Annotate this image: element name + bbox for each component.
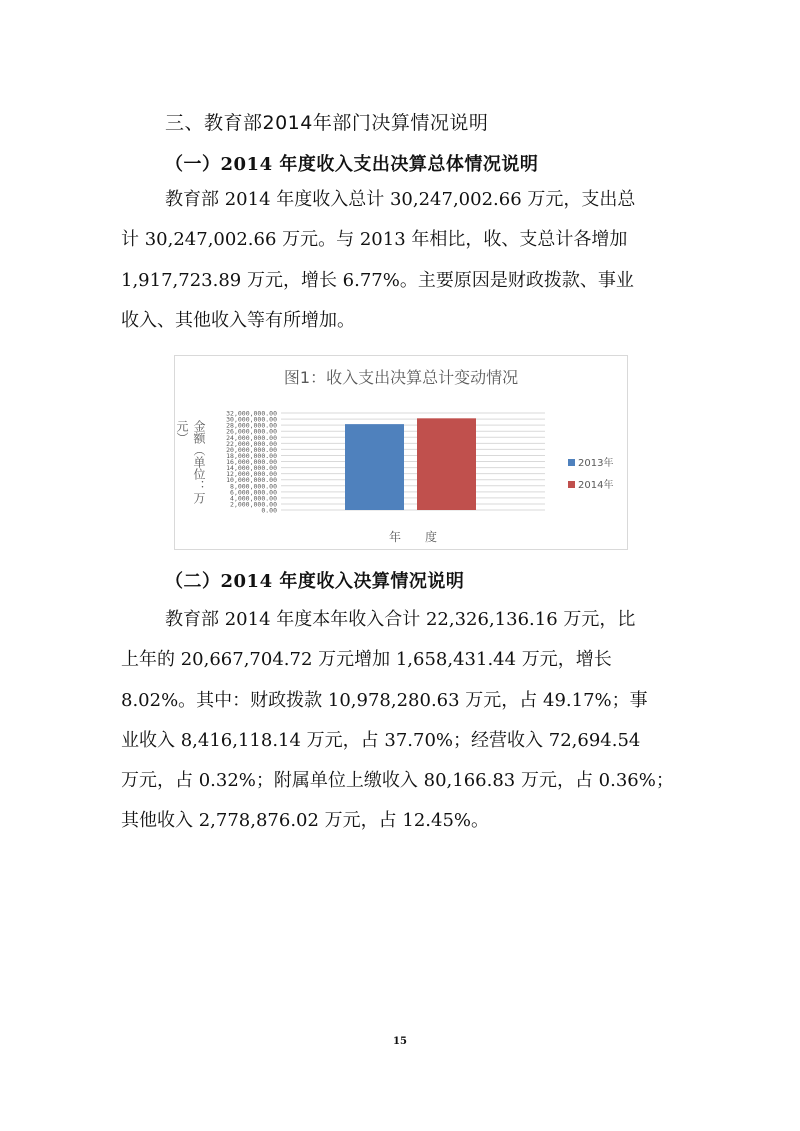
paragraph-1-line: 计 30,247,002.66 万元。与 2013 年相比，收、支总计各增加 bbox=[121, 229, 628, 251]
chart-y-axis-label: 金额（单位：万元） bbox=[175, 420, 206, 504]
legend-swatch bbox=[568, 459, 575, 466]
y-tick-label: 18,000,000.00 bbox=[226, 451, 277, 460]
legend-label: 2014年 bbox=[578, 480, 614, 491]
y-tick-label: 10,000,000.00 bbox=[226, 476, 277, 485]
subsection-2-title: （二）2014 年度收入决算情况说明 bbox=[165, 571, 465, 592]
y-tick-label: 28,000,000.00 bbox=[226, 421, 277, 430]
x-axis-label: 年 度 bbox=[388, 530, 438, 544]
paragraph-2 bbox=[121, 600, 681, 842]
y-tick-label: 22,000,000.00 bbox=[226, 439, 277, 448]
y-tick-label: 4,000,000.00 bbox=[230, 494, 277, 503]
income-expenditure-chart bbox=[174, 355, 628, 550]
y-tick-label: 0.00 bbox=[261, 506, 277, 515]
y-tick-label: 32,000,000.00 bbox=[226, 409, 277, 418]
paragraph-2-line: 教育部 2014 年度本年收入合计 22,326,136.16 万元，比 bbox=[165, 609, 636, 630]
y-tick-label: 2,000,000.00 bbox=[230, 500, 277, 509]
y-tick-label: 14,000,000.00 bbox=[226, 464, 277, 473]
y-tick-label: 6,000,000.00 bbox=[230, 488, 277, 497]
subsection-1-title: （一）2014 年度收入支出决算总体情况说明 bbox=[165, 154, 539, 175]
y-tick-label: 16,000,000.00 bbox=[226, 458, 277, 466]
paragraph-1 bbox=[121, 180, 681, 341]
paragraph-2-line: 其他收入 2,778,876.02 万元，占 12.45%。 bbox=[121, 810, 490, 832]
bar-2013年 bbox=[345, 424, 404, 510]
paragraph-2-line: 业收入 8,416,118.14 万元，占 37.70%；经营收入 72,694.54 bbox=[121, 729, 641, 751]
y-tick-label: 30,000,000.00 bbox=[226, 415, 277, 424]
paragraph-2-line: 万元，占 0.32%；附属单位上缴收入 80,166.83 万元，占 0.36%； bbox=[121, 770, 674, 792]
y-tick-label: 26,000,000.00 bbox=[226, 427, 277, 436]
y-tick-label: 20,000,000.00 bbox=[226, 445, 277, 454]
chart-plot bbox=[175, 356, 627, 549]
paragraph-1-line: 收入、其他收入等有所增加。 bbox=[121, 309, 355, 331]
y-tick-label: 24,000,000.00 bbox=[226, 433, 277, 442]
chart-title: 图1：收入支出决算总计变动情况 bbox=[283, 368, 519, 387]
y-tick-label: 8,000,000.00 bbox=[230, 482, 277, 491]
legend-label: 2013年 bbox=[578, 458, 614, 469]
section-title: 三、教育部2014年部门决算情况说明 bbox=[165, 112, 489, 134]
paragraph-2-line: 上年的 20,667,704.72 万元增加 1,658,431.44 万元，增长 bbox=[121, 649, 612, 671]
bar-2014年 bbox=[417, 418, 476, 510]
paragraph-1-line: 1,917,723.89 万元，增长 6.77%。主要原因是财政拨款、事业 bbox=[121, 269, 634, 291]
paragraph-1-line: 教育部 2014 年度收入总计 30,247,002.66 万元，支出总 bbox=[165, 189, 636, 210]
y-tick-label: 12,000,000.00 bbox=[226, 470, 277, 479]
legend-swatch bbox=[568, 481, 575, 488]
paragraph-2-line: 8.02%。其中：财政拨款 10,978,280.63 万元，占 49.17%；事 bbox=[121, 689, 648, 711]
page-number: 15 bbox=[393, 1036, 407, 1047]
